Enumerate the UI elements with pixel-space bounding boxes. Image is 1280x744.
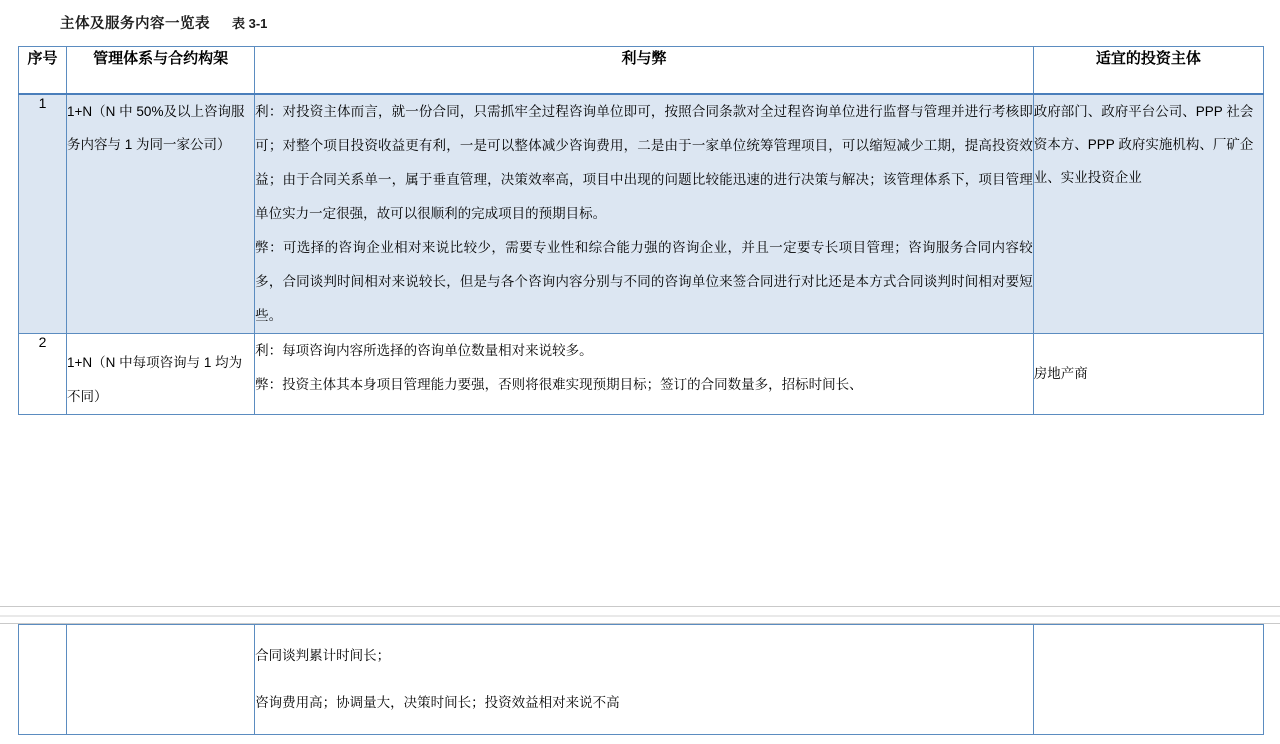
continued-table [18, 624, 1264, 735]
page-break-separator [0, 606, 1280, 624]
row-system [67, 625, 255, 735]
row-system: 1+N（N 中每项咨询与 1 均为不同） [67, 334, 255, 415]
row-pros-cons [255, 625, 1034, 735]
header-cell-pros-cons: 利与弊 [255, 47, 1034, 95]
pros-paragraph: 利：对投资主体而言，就一份合同，只需抓牢全过程咨询单位即可，按照合同条款对全过程咨询单位进行监督与管理并进行考核即可；对整个项目投资收益更有利，一是可以整体减少咨询费用，二是由于一家单位统筹管理项目，可以缩短减少工期，提高投资效益；由于合同关系单一，属于垂直管理，决策效率高，项目中出现的问题比较能迅速的进行决策与解决；该管理体系下，项目管理单位实力一定很强，故可以很顺利的完成项目的预期目标。 [255, 104, 1033, 222]
row-pros-cons [255, 334, 1034, 415]
caption-number: 表 3-1 [232, 16, 268, 31]
pros-paragraph: 利：每项咨询内容所选择的咨询单位数量相对来说较多。 [255, 343, 593, 359]
row-subject: 房地产商 [1033, 334, 1263, 415]
table-caption [60, 12, 267, 33]
row-subject: 政府部门、政府平台公司、PPP 社会资本方、PPP 政府实施机构、厂矿企业、实业投资企业 [1033, 94, 1263, 334]
header-cell-no: 序号 [19, 47, 67, 95]
row-system: 1+N（N 中 50%及以上咨询服务内容与 1 为同一家公司） [67, 94, 255, 334]
continued-line-1: 合同谈判累计时间长； [255, 647, 391, 663]
cons-paragraph: 弊：可选择的咨询企业相对来说比较少，需要专业性和综合能力强的咨询企业，并且一定要专长项目管理；咨询服务合同内容较多，合同谈判时间相对来说较长，但是与各个咨询内容分别与不同的咨询单位来签合同进行对比还是本方式合同谈判时间相对要短些。 [255, 240, 1033, 324]
header-cell-subject: 适宜的投资主体 [1033, 47, 1263, 95]
row-pros-cons [255, 94, 1034, 334]
table-row [19, 334, 1264, 415]
table-header-row [19, 47, 1264, 95]
row-number [19, 625, 67, 735]
caption-title: 主体及服务内容一览表 [60, 16, 210, 32]
row-number: 1 [19, 94, 67, 334]
header-cell-system: 管理体系与合约构架 [67, 47, 255, 95]
main-table [18, 46, 1264, 415]
row-number: 2 [19, 334, 67, 415]
page-break-line [0, 615, 1280, 617]
continued-line-2: 咨询费用高；协调量大，决策时间长；投资效益相对来说不高 [255, 695, 620, 711]
row-subject [1033, 625, 1263, 735]
cons-paragraph: 弊：投资主体其本身项目管理能力要强，否则将很难实现预期目标；签订的合同数量多，招标时间长、 [255, 377, 863, 393]
table-row [19, 625, 1264, 735]
table-row [19, 94, 1264, 334]
